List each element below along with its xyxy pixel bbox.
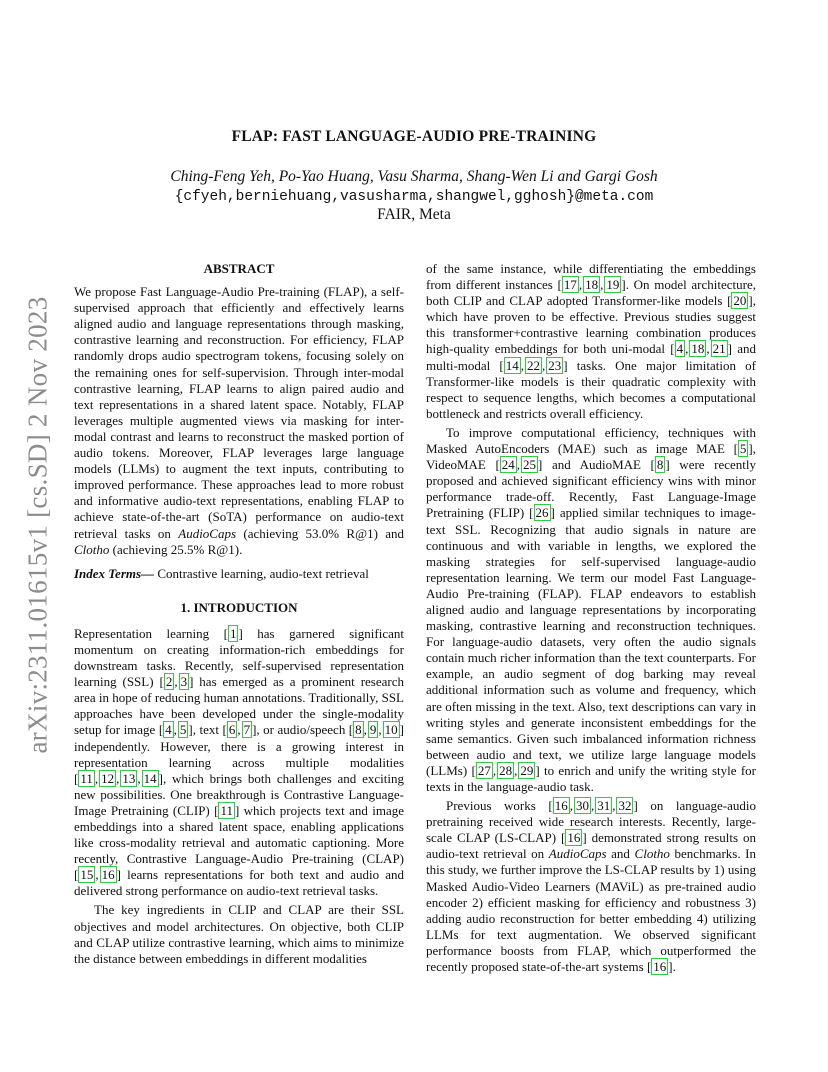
intro-paragraph-2-continued (426, 261, 756, 422)
right-column (426, 261, 756, 975)
citation-link[interactable]: 26 (535, 505, 549, 521)
citation: [ 2 , 3 ] (159, 674, 194, 690)
left-column (74, 261, 404, 967)
text-run: and multi-modal (426, 341, 756, 373)
intro-paragraph-1 (74, 626, 404, 900)
abstract-paragraph (74, 284, 404, 558)
citation-link[interactable]: 20 (733, 293, 747, 309)
citation-link[interactable]: 19 (606, 277, 620, 293)
citation: [ 4 , 5 ] (158, 722, 193, 738)
citation-link[interactable]: 16 (653, 959, 667, 975)
citation-link[interactable]: 24 (501, 457, 515, 473)
email-list: {cfyeh,berniehuang,vasusharma,shangwel,gghosh}@meta.com (174, 189, 654, 205)
citation: [ 11 , 12 , 13 , 14 ] (74, 770, 163, 786)
text-run: and AudioMAE (542, 457, 651, 473)
citation-link[interactable]: 4 (676, 341, 684, 357)
citation-link[interactable]: 16 (554, 798, 568, 814)
citation-link[interactable]: 16 (101, 867, 115, 883)
citation-link[interactable]: 5 (739, 441, 747, 457)
citation: [ 8 , 9 , 10 ] (348, 722, 404, 738)
text-run: on language-audio pretraining received wide research interests. Recently, large-scale CLAP (LS-CLAP) (426, 798, 756, 846)
text-run: applied similar techniques to image-text SSL. Recognizing that audio signals in nature are continuous and with variable in lengths, we explored the masking strategies for self-supervised language-audio representation learning. We term our model Fast Language-Audio Pre-training (FLAP). FLAP endeavors to establish aligned audio and language representations by incorporating masking, contrastive learning and reconstruction techniques. For language-audio datasets, very often the audio signals contain much richer information than the text counterparts. For example, an audio segment of dog barking may reveal additional information such as volume and frequency, which are often missing in the text. Also, text descriptions can vary in writing styles and generate inconsistent embeddings for the same semantics. Given such imbalanced information richness between audio and text, we utilize large language models (LLMs) (426, 505, 756, 778)
text-run: independently. However, there is a growing interest in representation learning across multiple modalities (74, 738, 404, 770)
index-terms-label: Index Terms— (74, 565, 155, 581)
abstract-venue-clotho: Clotho (74, 541, 110, 557)
text-run: , VideoMAE (426, 441, 756, 473)
text-run: tasks. One major limitation of Transformer-like models is their quadratic complexity with respect to sequence lengths, which becomes a computational bottleneck and restricts overall efficiency. (426, 357, 756, 421)
citation-link[interactable]: 3 (180, 674, 188, 690)
citation-link[interactable]: 14 (505, 357, 519, 373)
text-run: To improve computational efficiency, techniques with Masked AutoEncoders (MAE) such as image MAE (426, 424, 756, 457)
citation: [ 1 ] (223, 625, 243, 641)
text-run: Previous works (446, 798, 549, 814)
citation: [ 15 , 16 ] (74, 867, 121, 883)
abstract-text-1: We propose Fast Language-Audio Pre-training (FLAP), a self-supervised approach that efficiently and effectively learns aligned audio and language representations through masking, contrastive learning and reconstruction. For efficiency, FLAP randomly drops audio spectrogram tokens, focusing solely on the remaining ones for self-supervision. Through inter-modal contrastive learning, FLAP learns to align paired audio and text representations in a shared latent space. Notably, FLAP leverages multiple augmented views via masking for inter-modal contrast and learns to reconstruct the masked portion of audio tokens. Moreover, FLAP leverages large language models (LLMs) to augment the text inputs, contributing to improved performance. These approaches lead to more robust and informative audio-text representations, enabling FLAP to achieve state-of-the-art (SoTA) performance on audio-text retrieval tasks on (74, 284, 404, 541)
citation-link[interactable]: 14 (143, 770, 157, 786)
citation-link[interactable]: 16 (567, 830, 581, 846)
text-run: demonstrated strong results on audio-text retrieval on (426, 830, 756, 862)
text-run: has garnered significant momentum on creating information-rich embeddings for downstream tasks. Recently, self-supervised representation learning (SSL) (74, 625, 404, 690)
citation-link[interactable]: 4 (165, 722, 172, 738)
author-emails (0, 187, 828, 205)
text-run: . (672, 959, 676, 975)
citation-link[interactable]: 9 (369, 722, 377, 738)
text-run: , which brings both challenges and exciting new possibilities. One breakthrough is Contrastive Language-Image Pretraining (CLIP) (74, 770, 404, 818)
citation-link[interactable]: 29 (520, 762, 534, 778)
citation-link[interactable]: 21 (712, 341, 726, 357)
citation-link[interactable]: 5 (179, 722, 187, 738)
text-run: which projects text and image embeddings into a shared latent space, enabling applications like cross-modality retrieval and automatic captioning. More recently, Contrastive Language-Audio Pre-training (CLAP) (74, 802, 404, 867)
arxiv-identifier[interactable] (18, 290, 58, 760)
citation-link[interactable]: 18 (585, 277, 599, 293)
citation: [ 8 ] (650, 457, 670, 473)
introduction-heading: 1. INTRODUCTION (180, 599, 298, 615)
citation: [ 16 ] (646, 959, 673, 975)
index-terms-text: Contrastive learning, audio-text retrieval (154, 565, 369, 581)
text-run: , text (192, 722, 223, 738)
citation-link[interactable]: 6 (228, 722, 236, 738)
citation-link[interactable]: 31 (597, 798, 611, 814)
text-run: to enrich and unify the writing style for texts in the language-audio task. (426, 762, 756, 794)
text-run: of the same instance, while differentiating the embeddings from different instances (426, 261, 756, 293)
citation-link[interactable]: 8 (656, 457, 664, 473)
text-run: and (606, 846, 635, 862)
citation-link[interactable]: 8 (355, 722, 362, 738)
abstract-text-2: (achieving 53.0% R@1) and (236, 525, 404, 541)
citation-link[interactable]: 17 (563, 277, 577, 293)
text-run: , or audio/speech (256, 722, 349, 738)
citation: [ 5 ] (733, 441, 753, 457)
index-terms (74, 566, 404, 582)
citation: [ 4 , 18 , 21 ] (670, 341, 732, 357)
citation: [ 20 ] (727, 293, 753, 309)
citation-link[interactable]: 30 (575, 798, 589, 814)
intro-paragraph-4 (426, 798, 756, 975)
intro-paragraph-3 (426, 425, 756, 795)
dataset-name: Clotho (634, 846, 670, 862)
citation-link[interactable]: 22 (527, 357, 541, 373)
abstract-venue-audiocaps: AudioCaps (178, 525, 237, 541)
abstract-heading: ABSTRACT (203, 261, 275, 276)
citation: [ 17 , 18 , 19 ] (557, 277, 626, 293)
citation: [ 16 , 30 , 31 , 32 ] (548, 798, 638, 814)
citation-link[interactable]: 1 (229, 625, 237, 641)
abstract-text-3: (achieving 25.5% R@1). (109, 541, 243, 557)
citation-link[interactable]: 12 (101, 770, 115, 786)
citation-link[interactable]: 32 (618, 798, 632, 814)
text-run: benchmarks. In this study, we further improve the LS-CLAP results by 1) using Masked Audio-Video Learners (MAViL) as pre-trained audio encoder 2) efficient masking for efficiency and robustness 3) adding audio reconstruction for better embedding 4) utilizing LLMs for text augmentation. We observed significant performance boosts from FLAP, which outperformed the recently proposed state-of-the-art systems (426, 846, 757, 975)
citation-link[interactable]: 13 (122, 770, 136, 786)
text-run: has emerged as a prominent research area in hope of reducing human annotations. Traditionally, SSL approaches have been developed under the single-modality setup for image (74, 674, 404, 738)
citation: [ 24 , 25 ] (495, 457, 543, 473)
citation: [ 11 ] (214, 802, 240, 818)
citation-link[interactable]: 23 (548, 357, 562, 373)
text-run: learns representations for both text and audio and delivered strong performance on audio-text retrieval tasks. (74, 867, 404, 899)
citation-link[interactable]: 15 (80, 867, 94, 883)
citation-link[interactable]: 25 (523, 457, 537, 473)
citation: [ 14 , 22 , 23 ] (499, 357, 568, 373)
citation-link[interactable]: 28 (499, 762, 513, 778)
citation-link[interactable]: 11 (80, 770, 93, 786)
intro-paragraph-2: The key ingredients in CLIP and CLAP are their SSL objectives and model architectures. On objective, both CLIP and CLAP utilize contrastive learning, which aims to minimize the distance between embeddings in different modalities (74, 902, 404, 966)
citation: [ 27 , 28 , 29 ] (471, 762, 540, 778)
arxiv-identifier-text: arXiv:2311.01615v1 [cs.SD] 2 Nov 2023 (22, 296, 53, 754)
citation-link[interactable]: 7 (243, 722, 251, 738)
citation-link[interactable]: 2 (165, 674, 173, 690)
text-run: were recently proposed and achieved significant efficiency wins with minor performance trade-off. Recently, Fast Language-Image Pretraining (FLIP) (426, 457, 756, 521)
citation-link[interactable]: 18 (691, 341, 705, 357)
citation-link[interactable]: 27 (477, 762, 491, 778)
citation-link[interactable]: 11 (220, 802, 233, 818)
paper-title: FLAP: FAST LANGUAGE-AUDIO PRE-TRAINING (231, 128, 597, 145)
text-run: , which have proven to be effective. Previous studies suggest this transformer+contrastive learning combination produces high-quality embeddings for both uni-modal (426, 293, 756, 357)
citation: [ 26 ] (529, 505, 555, 521)
text-run: . On model architecture, both CLIP and CLAP adopted Transformer-like models (426, 277, 756, 309)
author-list: Ching-Feng Yeh, Po-Yao Huang, Vasu Sharma, Shang-Wen Li and Gargi Gosh (170, 168, 658, 185)
dataset-name: AudioCaps (548, 846, 607, 862)
text-run: Representation learning (74, 625, 224, 641)
citation: [ 16 ] (561, 830, 587, 846)
citation-link[interactable]: 10 (384, 722, 398, 738)
citation: [ 6 , 7 ] (222, 722, 257, 738)
affiliation: FAIR, Meta (377, 206, 451, 223)
